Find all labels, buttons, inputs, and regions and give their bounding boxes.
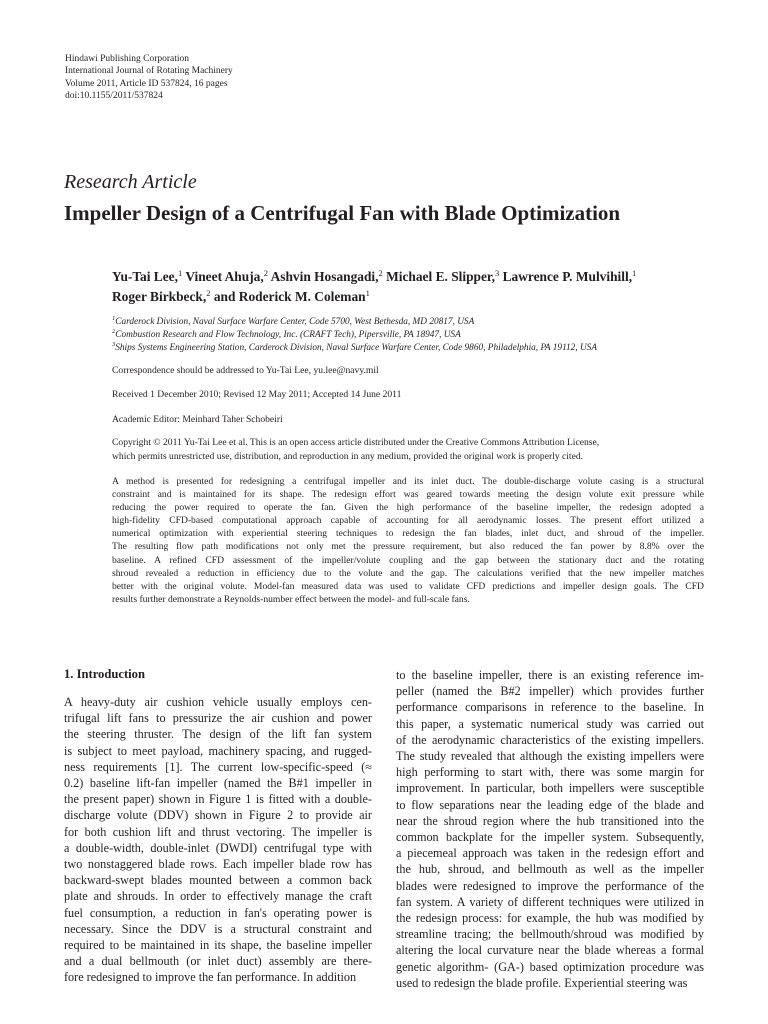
body-text-line: backward-swept blades mounted between a common back — [64, 873, 372, 888]
body-text-line: the present paper) shown in Figure 1 is fitted with a double- — [64, 792, 372, 807]
body-text-line: used to redesign the blade profile. Experiential steering was — [396, 975, 688, 990]
body-text-line: The study revealed that although the existing impellers were — [396, 749, 704, 764]
abstract-line: better with the original volute. Model-fan measured data was used to validate CFD predictions and impeller design goals. The CFD — [112, 580, 704, 592]
body-text-line: fore redesigned to improve the fan performance. In addition — [64, 970, 357, 985]
body-text-line: two nonstaggered blade rows. Each impeller blade row has — [64, 857, 372, 872]
body-text-line: and a dual bellmouth (or inlet duct) assembly are there- — [64, 954, 372, 969]
body-text-line: blades were redesigned to improve the performance of the — [396, 878, 704, 893]
author-name: Michael E. Slipper, — [386, 269, 495, 284]
correspondence-line — [112, 365, 379, 376]
affiliation-marker: 1 — [177, 268, 183, 278]
abstract-line: shroud revealed a reduction in efficiency due to the volute and the gap. The calculations verified that the new impeller matches — [112, 567, 704, 579]
affiliation-number: 1 — [112, 315, 116, 322]
correspondence-text: Correspondence should be addressed to Yu-Tai Lee, — [112, 365, 312, 376]
affiliation-marker: 2 — [378, 268, 383, 278]
abstract-line: numerical optimization with experiential steering techniques to redesign the fan blades, inlet duct, and shroud of the impeller. — [112, 528, 704, 540]
journal-header — [65, 53, 233, 103]
journal-name: International Journal of Rotating Machinery — [65, 66, 233, 77]
doi-link[interactable]: doi:10.1155/2011/537824 — [65, 91, 163, 102]
abstract-line: A method is presented for redesigning a centrifugal impeller and its inlet duct. The double-discharge volute casing is a structural — [112, 476, 704, 487]
author-name: and Roderick M. Coleman — [213, 288, 366, 304]
body-text-line: streamline tracing; the bellmouth/shroud was modified by — [396, 927, 704, 942]
abstract-line: baseline. A refined CFD assessment of the impeller/volute coupling and the gap between the stationary duct and the rotating — [112, 554, 704, 566]
affiliation-text: Combustion Research and Flow Technology, Inc. (CRAFT Tech), Pipersville, PA 18947, USA — [115, 330, 461, 340]
author-name: Vineet Ahuja, — [185, 269, 264, 284]
body-text-line: the hub, shroud, and bellmouth as well as the impeller — [396, 862, 704, 877]
body-text-line: this paper, a systematic numerical study was carried out — [396, 716, 704, 731]
affiliation-text: Ships Systems Engineering Station, Carderock Division, Naval Surface Warfare Center, Code 9860, Philadelphia, PA 19112, USA — [115, 343, 598, 353]
body-text-line: trifugal lift fans to pressurize the air cushion and power — [64, 711, 372, 726]
author-name: Roger Birkbeck, — [112, 288, 207, 304]
body-text-line: to the baseline impeller, there is an existing reference im- — [396, 668, 704, 682]
body-text-line: A heavy-duty air cushion vehicle usually employs cen- — [64, 695, 372, 709]
body-text-line: required to be maintained in its shape, the baseline impeller — [64, 938, 372, 953]
copyright-line: which permits unrestricted use, distribution, and reproduction in any medium, provided the original work is properly cited. — [112, 450, 584, 462]
author-name: Lawrence P. Mulvihill, — [502, 269, 633, 284]
affiliation-number: 3 — [112, 341, 116, 348]
affiliation-marker: 1 — [632, 268, 637, 278]
abstract-line: reducing the power required to operate the fan. Given the high performance of the baseline impeller, the redesign adopted a — [112, 502, 704, 514]
affiliation-marker: 2 — [263, 268, 268, 278]
affiliation-text: Carderock Division, Naval Surface Warfare Center, Code 5700, West Bethesda, MD 20817, USA — [115, 317, 475, 327]
body-text-line: to flow separations near the leading edge of the blade and — [396, 797, 704, 812]
affiliation-marker: 3 — [494, 268, 500, 278]
author-line-2 — [112, 287, 712, 307]
body-text-line: performance comparisons in reference to the baseline. In — [396, 700, 704, 715]
body-text-line: peller (named the B#2 impeller) which provides further — [396, 684, 704, 699]
author-list — [112, 267, 712, 306]
affiliation-item — [112, 316, 597, 329]
body-text-line: discharge volute (DDV) shown in Figure 2 to provide air — [64, 808, 372, 823]
abstract-line: results further demonstrate a Reynolds-number effect between the model- and full-scale fans. — [112, 593, 470, 605]
body-text-line: 0.2) baseline lift-fan impeller (named the B#1 impeller in — [64, 776, 372, 791]
body-text-line: near the shroud region where the hub transitioned into the — [396, 813, 704, 828]
copyright-line: Copyright © 2011 Yu-Tai Lee et al. This is an open access article distributed under the Creative Commons Attribution License, — [112, 437, 600, 448]
author-name: Yu-Tai Lee, — [112, 269, 178, 284]
abstract-line: constraint and is maintained for its shape. The redesign effort was geared towards meeting the design volute exit pressure while — [112, 489, 704, 501]
academic-editor: Academic Editor: Meinhard Taher Schobeiri — [112, 414, 283, 425]
body-text-line: is subject to meet payload, machinery spacing, and rugged- — [64, 743, 372, 758]
body-text-line: the steering thruster. The design of the lift fan system — [64, 727, 372, 742]
body-text-line: high performing to start with, there was some margin for — [396, 765, 704, 780]
body-text-line: common backplate for the impeller system. Subsequently, — [396, 830, 704, 845]
body-text-line: of the aerodynamic characteristics of the existing impellers. — [396, 732, 704, 747]
article-kind: Research Article — [64, 171, 197, 193]
abstract-line: high-fidelity CFD-based computational approach capable of accounting for all aerodynamic losses. The present effort utilized a — [112, 515, 704, 527]
affiliation-list — [112, 316, 597, 355]
body-text-line: fuel consumption, a reduction in fan's operating power is — [64, 905, 372, 920]
copyright-notice — [112, 436, 704, 463]
author-name: Ashvin Hosangadi, — [270, 269, 379, 284]
section-heading: 1. Introduction — [64, 667, 145, 681]
body-text-line: plate and shrouds. In order to effectively manage the craft — [64, 889, 372, 904]
body-text-line: a double-width, double-inlet (DWDI) centrifugal type with — [64, 840, 372, 855]
volume-line: Volume 2011, Article ID 537824, 16 pages — [65, 78, 228, 89]
author-line-1 — [112, 267, 712, 287]
abstract-line: The resulting flow path modifications not only met the pressure requirement, but also reduced the fan power by 8.8% over the — [112, 541, 704, 553]
body-column-right — [396, 667, 704, 991]
body-text-line: improvement. In particular, both impellers were susceptible — [396, 781, 704, 796]
correspondence-email[interactable]: yu.lee@navy.mil — [313, 365, 379, 376]
affiliation-item — [112, 329, 597, 342]
body-text-line: the redesign process: for example, the hub was modified by — [396, 911, 704, 926]
body-text-line: altering the local curvature near the blade whereas a formal — [396, 943, 704, 958]
body-text-line: necessary. Since the DDV is a structural constraint and — [64, 921, 372, 936]
abstract — [112, 475, 704, 606]
body-column-left — [64, 694, 372, 986]
affiliation-marker: 2 — [206, 287, 211, 298]
body-text-line: ness requirements [1]. The current low-specific-speed (≈ — [64, 759, 372, 774]
body-text-line: for both cushion lift and thrust vectoring. The impeller is — [64, 824, 372, 839]
received-dates: Received 1 December 2010; Revised 12 May 2011; Accepted 14 June 2011 — [112, 389, 402, 400]
publisher-line: Hindawi Publishing Corporation — [65, 54, 190, 64]
affiliation-marker: 1 — [365, 287, 370, 298]
paper-title: Impeller Design of a Centrifugal Fan with Blade Optimization — [64, 201, 621, 225]
affiliation-item — [112, 342, 597, 355]
body-text-line: fan system. A variety of different techniques were utilized in — [396, 894, 704, 909]
affiliation-number: 2 — [112, 328, 116, 335]
body-text-line: a piecemeal approach was taken in the redesign effort and — [396, 846, 704, 861]
body-text-line: genetic algorithm- (GA-) based optimization procedure was — [396, 959, 704, 974]
